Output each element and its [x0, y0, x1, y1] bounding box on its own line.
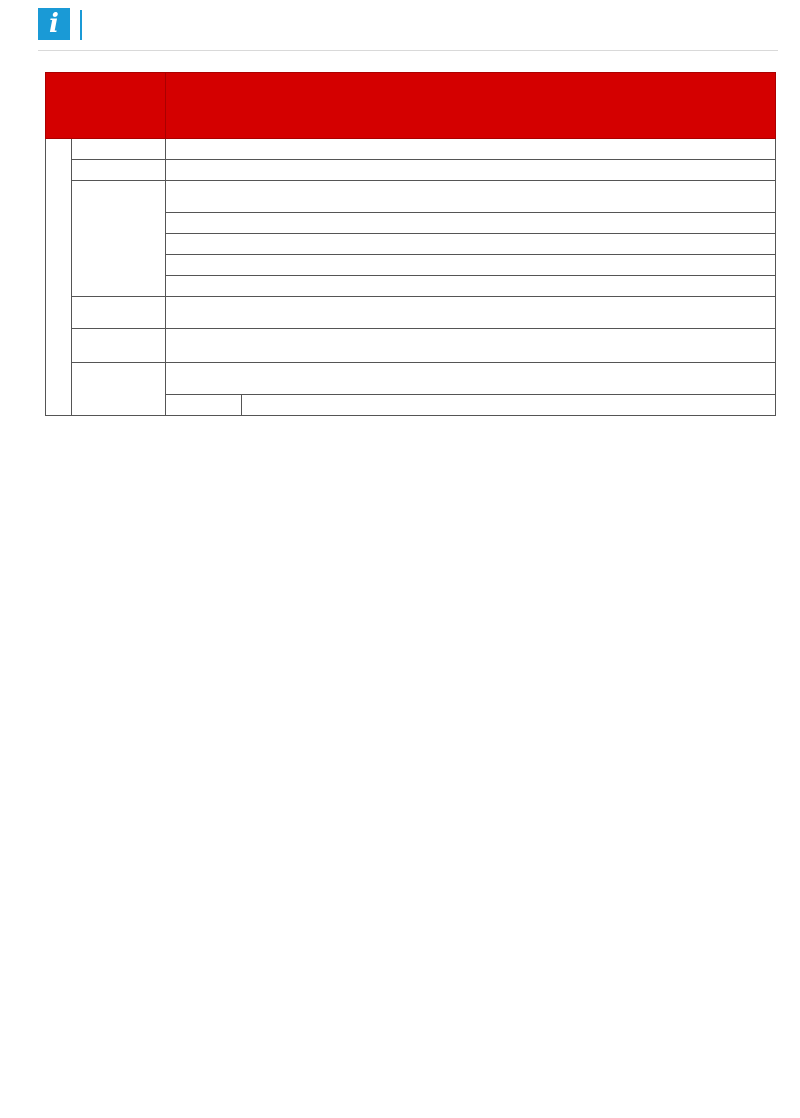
row-label — [72, 297, 166, 329]
row-label — [72, 139, 166, 160]
row-label — [72, 181, 166, 297]
row-value — [166, 139, 776, 160]
row-value — [166, 181, 776, 213]
row-label — [72, 329, 166, 363]
row-value — [166, 160, 776, 181]
table-row — [46, 139, 776, 160]
row-label — [72, 363, 166, 416]
row-value — [242, 395, 776, 416]
section-header — [38, 6, 778, 48]
row-value — [166, 213, 776, 234]
spec-table — [45, 72, 776, 416]
row-value — [166, 276, 776, 297]
info-icon: i — [38, 8, 70, 40]
header-divider — [80, 10, 82, 40]
row-value — [166, 329, 776, 363]
table-row — [46, 297, 776, 329]
row-value — [166, 234, 776, 255]
header-feature — [46, 73, 166, 139]
row-value — [166, 363, 776, 395]
row-value — [166, 297, 776, 329]
header-underline — [38, 50, 778, 51]
row-label — [72, 160, 166, 181]
header-model — [166, 73, 776, 139]
table-row — [46, 160, 776, 181]
row-sublabel — [166, 395, 242, 416]
control-group-label — [46, 139, 72, 416]
table-row — [46, 363, 776, 395]
table-row — [46, 329, 776, 363]
table-header-row — [46, 73, 776, 139]
row-value — [166, 255, 776, 276]
table-row — [46, 181, 776, 213]
